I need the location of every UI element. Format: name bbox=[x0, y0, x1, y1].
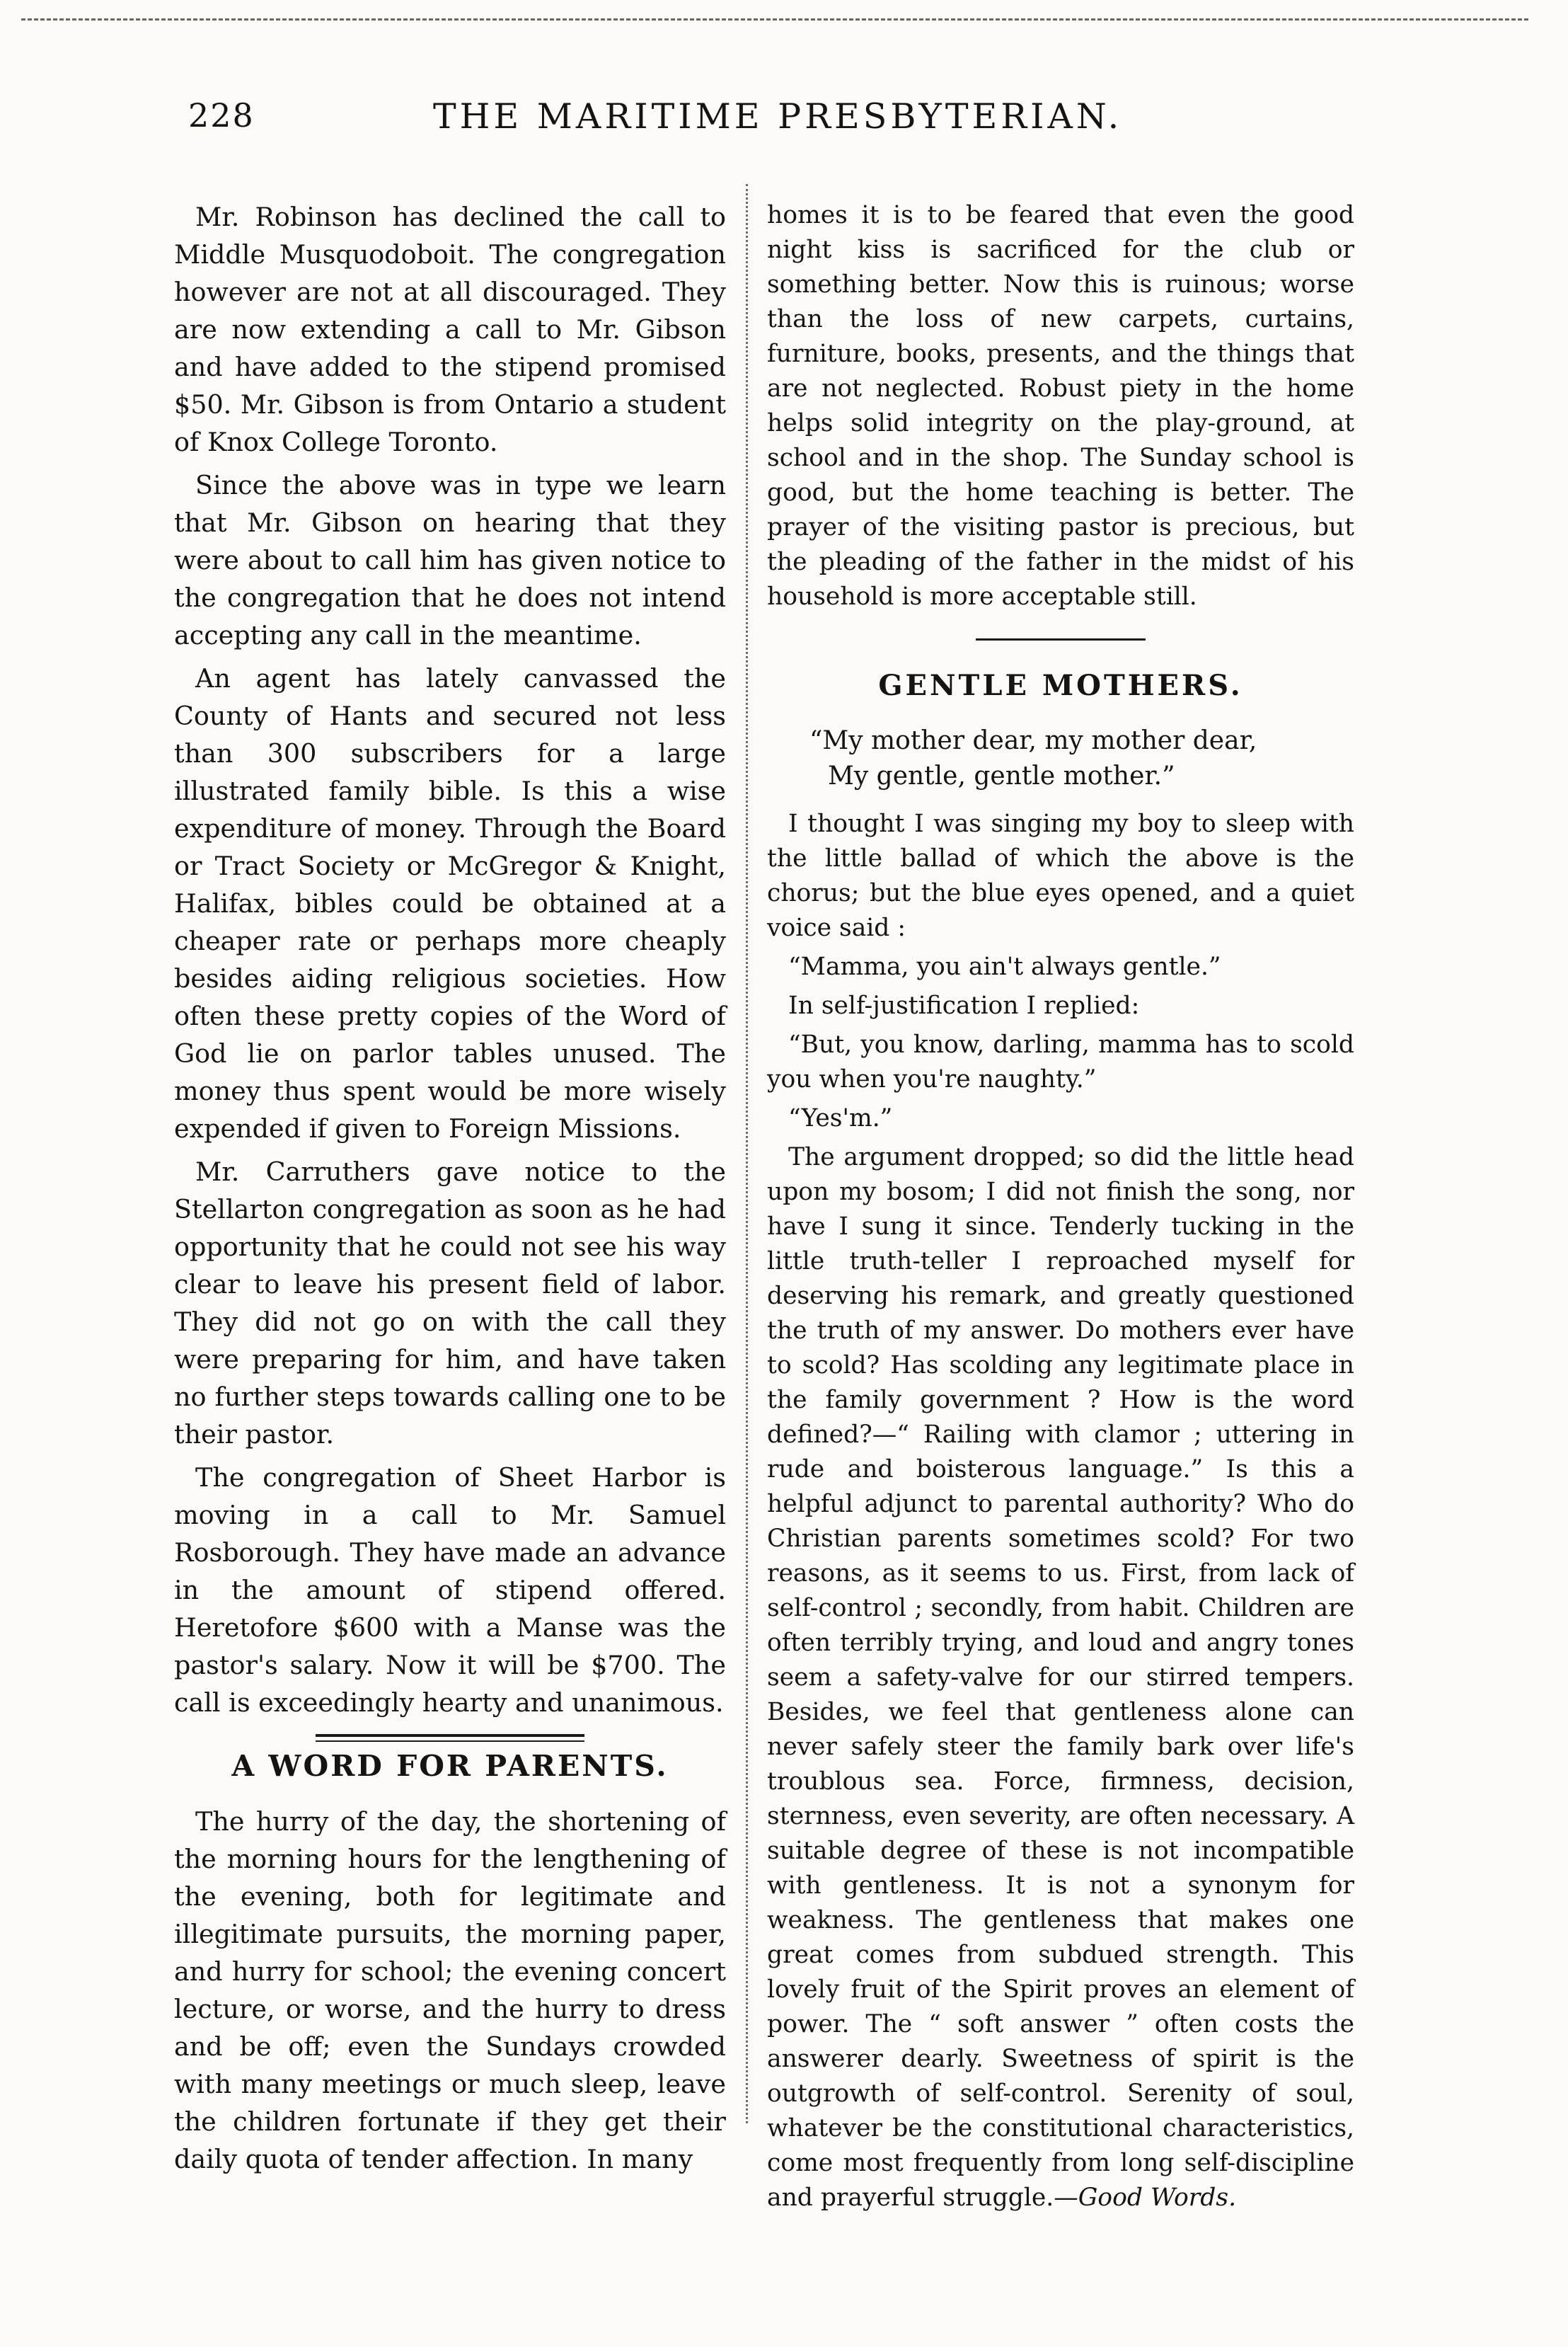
news-item-gibson: Since the above was in type we learn that Mr. Gibson on hearing that they were about to call him has given notice to the congregation that he does not intend accepting any call in the meantime. bbox=[174, 470, 726, 650]
section-divider bbox=[316, 1734, 584, 1742]
right-column bbox=[767, 198, 1354, 2220]
article-heading-gentle-mothers: GENTLE MOTHERS. bbox=[878, 669, 1243, 702]
top-border-rule bbox=[21, 18, 1528, 21]
dialogue-line: “But, you know, darling, mamma has to scold you when you're naughty.” bbox=[767, 1031, 1354, 1094]
news-item-sheet-harbor: The congregation of Sheet Harbor is moving in a call to Mr. Samuel Rosborough. They have made an advance in the amount of stipend offered. Heretofore $600 with a Manse was the pastor's salary. Now it will be $700. The call is exceedingly hearty and unanimous. bbox=[174, 1462, 726, 1718]
article-paragraph: The hurry of the day, the shortening of the morning hours for the lengthening of the evening, both for legitimate and illegitimate pursuits, the morning paper, and hurry for school; the evening concert lecture, or worse, and the hurry to dress and be off; even the Sundays crowded with many meetings or much sleep, leave the children fortunate if they get their daily quota of tender affection. In many bbox=[174, 1806, 726, 2174]
article-paragraph-text: The argument dropped; so did the little head upon my bosom; I did not finish the song, nor have I sung it since. Tenderly tucking in the little truth-teller I reproached myself for deserving his remark, and greatly questioned the truth of my answer. Do mothers ever have to scold? Has scolding any legitimate place in the family government ? How is the word defined?—“ Railing with clamor ; uttering in rude and boisterous language.” Is this a helpful adjunct to parental authority? Who do Christian parents sometimes scold? For two reasons, as it seems to us. First, from lack of self-control ; secondly, from habit. Children are often terribly trying, and loud and angry tones seem a safety-valve for our stirred tempers. Besides, we feel that gentleness alone can never safely steer the family bark over life's troublous sea. Force, firmness, decision, sternness, even severity, are often necessary. A suitable degree of these is not incompatible with gentleness. It is not a synonym for weakness. The gentleness that makes one great comes from subdued strength. This lovely fruit of the Spirit proves an element of power. The “ soft answer ” often costs the answerer dearly. Sweetness of spirit is the outgrowth of self-control. Serenity of soul, whatever be the constitutional characteristics, come most frequently from long self-discipline and prayerful struggle. bbox=[767, 1143, 1354, 2212]
section-divider bbox=[976, 638, 1146, 641]
article-paragraph bbox=[767, 1140, 1354, 2215]
article-heading-word-for-parents: A WORD FOR PARENTS. bbox=[231, 1749, 669, 1783]
column-divider bbox=[746, 184, 748, 2123]
dialogue-line: “Mamma, you ain't always gentle.” bbox=[788, 953, 1221, 981]
article-paragraph: I thought I was singing my boy to sleep with the little ballad of which the above is the chorus; but the blue eyes opened, and a quiet voice said : bbox=[767, 810, 1354, 942]
news-item-bible-agent: An agent has lately canvassed the County of Hants and secured not less than 300 subscribers for a large illustrated family bible. Is this a wise expenditure of money. Through the Board or Tract Society or McGregor & Knight, Halifax, bibles could be obtained at a cheaper rate or perhaps more cheaply besides aiding religious societies. How often these pretty copies of the Word of God lie on parlor tables unused. The money thus spent would be more wisely expended if given to Foreign Missions. bbox=[174, 663, 726, 1144]
dialogue-line: “Yes'm.” bbox=[788, 1104, 893, 1132]
verse-quote bbox=[809, 723, 1354, 794]
signature: —Good Words. bbox=[1054, 2184, 1237, 2212]
dialogue-line: In self-justification I replied: bbox=[788, 992, 1140, 1020]
news-item-robinson: Mr. Robinson has declined the call to Middle Musquodoboit. The congregation however are not at all discouraged. They are now extending a call to Mr. Gibson and have added to the stipend promised $50. Mr. Gibson is from Ontario a student of Knox College Toronto. bbox=[174, 202, 726, 457]
news-item-carruthers: Mr. Carruthers gave notice to the Stellarton congregation as soon as he had opportunity that he could not see his way clear to leave his present field of labor. They did not go on with the call they were preparing for him, and have taken no further steps towards calling one to be their pastor. bbox=[174, 1157, 726, 1450]
verse-line: “My mother dear, my mother dear, bbox=[809, 726, 1257, 755]
article-continuation: homes it is to be feared that even the good night kiss is sacrificed for the club or something better. Now this is ruinous; worse than the loss of new carpets, curtains, furniture, books, presents, and the things that are not neglected. Robust piety in the home helps solid integrity on the play-ground, at school and in the shop. The Sunday school is good, but the home teaching is better. The prayer of the visiting pastor is precious, but the pleading of the father in the midst of his household is more acceptable still. bbox=[767, 201, 1354, 611]
page-number: 228 bbox=[188, 96, 255, 134]
left-column bbox=[174, 198, 726, 2184]
verse-line: My gentle, gentle mother.” bbox=[828, 762, 1175, 791]
running-head: THE MARITIME PRESBYTERIAN. bbox=[433, 96, 1123, 137]
